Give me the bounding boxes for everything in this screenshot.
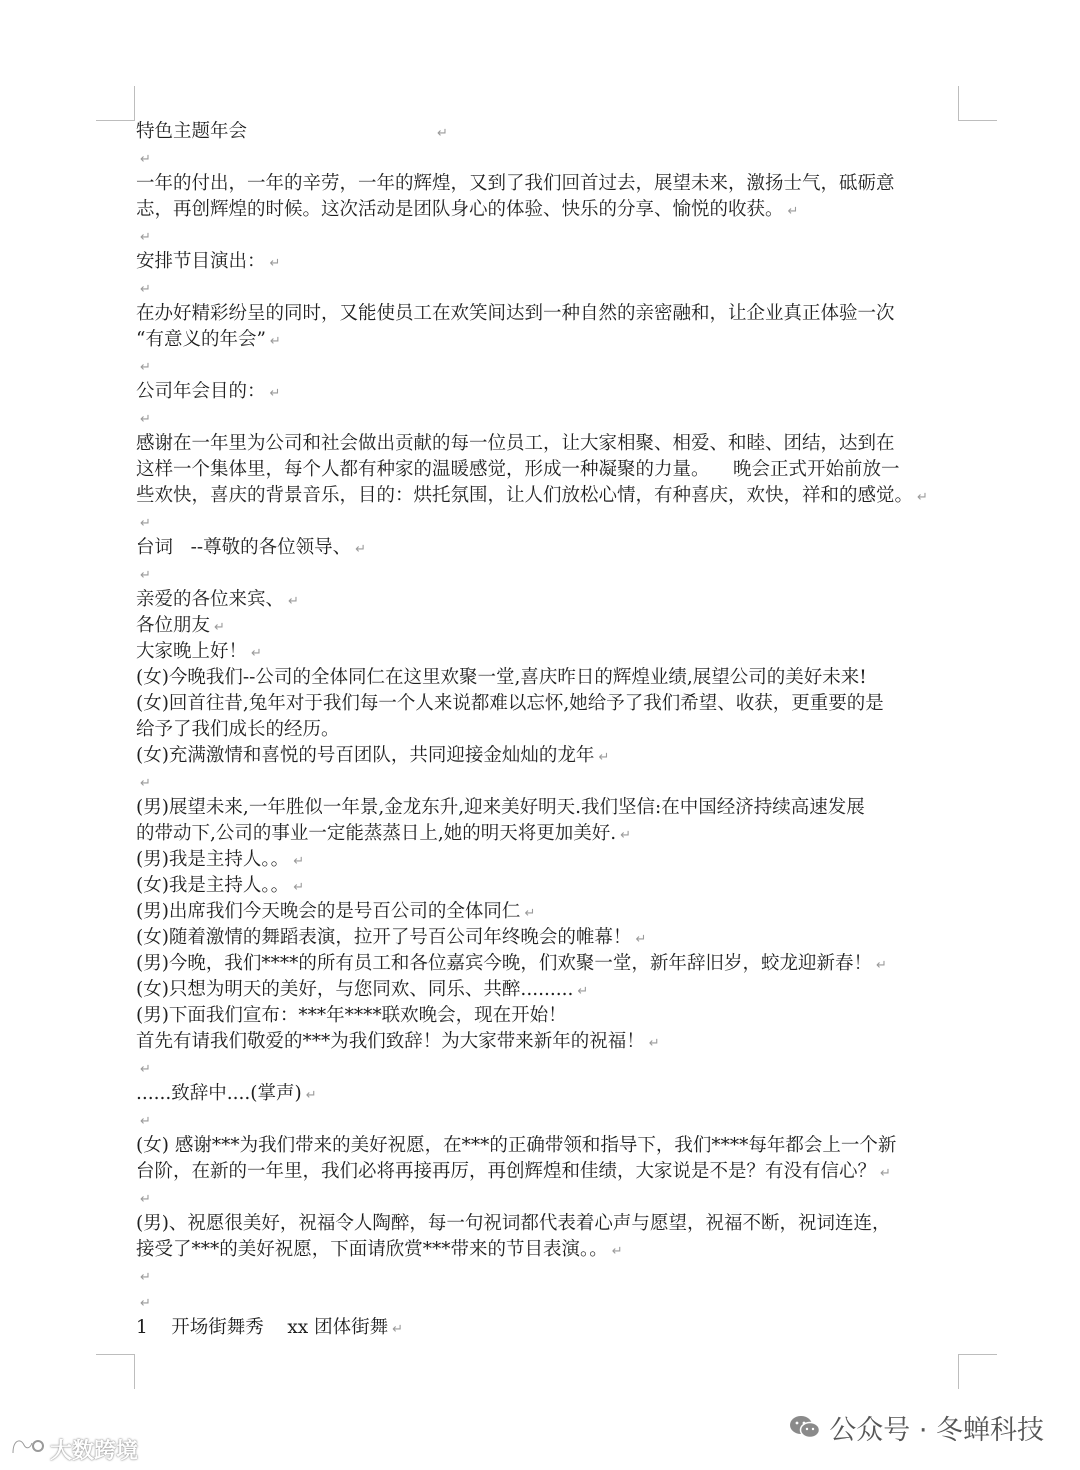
page-corner-top-right [958,86,997,121]
paragraph-mark-icon: ↵ [787,204,799,219]
line-text: (女)回首往昔,兔年对于我们每一个人来说都难以忘怀,她给予了我们希望、收获，更重要的是 [136,693,884,714]
watermark-wechat [789,1409,1044,1445]
paragraph-mark-icon: ↵ [269,256,281,271]
paragraph-mark-icon: ↵ [355,542,367,557]
paragraph-mark-icon: ↵ [140,282,151,297]
document-line [136,821,976,847]
document-line [136,327,976,353]
empty-line [136,1055,976,1081]
paragraph-mark-icon: ↵ [917,490,928,505]
line-text: 安排节目演出： [136,251,266,272]
paragraph-mark-icon: ↵ [140,1192,151,1207]
line-text: (男)今晚，我们****的所有员工和各位嘉宾今晚，们欢聚一堂，新年辞旧岁，蛟龙迎新春！ [136,953,872,974]
document-line [136,535,976,561]
document-line [136,1003,976,1029]
empty-line [136,145,976,171]
line-text: (女)充满激情和喜悦的号百团队，共同迎接金灿灿的龙年 [136,745,595,766]
paragraph-mark-icon: ↵ [611,1244,623,1259]
document-line [136,1133,976,1159]
line-text: 1 开场街舞秀 xx 团体街舞 [136,1317,389,1338]
document-line [136,171,976,197]
document-line [136,379,976,405]
document-line [136,1081,976,1107]
paragraph-mark-icon: ↵ [524,906,536,921]
line-text: 亲爱的各位来宾、 [136,589,285,610]
line-text: 台阶，在新的一年里，我们必将再接再厉，再创辉煌和佳绩，大家说是不是？有没有信心？ [136,1161,877,1182]
paragraph-mark-icon: ↵ [140,1270,151,1285]
paragraph-mark-icon: ↵ [140,516,151,531]
paragraph-mark-icon: ↵ [620,828,632,843]
document-line [136,1029,976,1055]
paragraph-mark-icon: ↵ [293,854,305,869]
document-line [136,587,976,613]
line-text: (男)出席我们今天晚会的是号百公司的全体同仁 [136,901,521,922]
line-text: (男)展望未来,一年胜似一年景,金龙东升,迎来美好明天.我们坚信:在中国经济持续高速发展 [136,797,865,818]
empty-line [136,275,976,301]
document-line [136,457,976,483]
paragraph-mark-icon: ↵ [648,1036,660,1051]
line-text: 台词 --尊敬的各位领导、 [136,537,352,558]
paragraph-mark-icon: ↵ [140,1114,151,1129]
paragraph-mark-icon: ↵ [140,230,151,245]
document-line [136,691,976,717]
line-text: (男)、祝愿很美好，祝福令人陶醉，每一句祝词都代表着心声与愿望，祝福不断，祝词连连， [136,1213,891,1234]
paragraph-mark-icon: ↵ [140,412,151,427]
line-text: 大家晚上好！ [136,641,248,662]
line-text: 给予了我们成长的经历。 [136,719,340,740]
line-text: 一年的付出，一年的辛劳，一年的辉煌，又到了我们回首过去，展望未来，激扬士气，砥砺意 [136,173,895,194]
paragraph-mark-icon: ↵ [305,1088,317,1103]
empty-line [136,509,976,535]
empty-line [136,561,976,587]
document-line [136,1237,976,1263]
paragraph-mark-icon: ↵ [140,776,151,791]
document-line [136,899,976,925]
paragraph-mark-icon: ↵ [269,386,281,401]
paragraph-mark-icon: ↵ [880,1166,891,1181]
line-text: 首先有请我们敬爱的***为我们致辞！为大家带来新年的祝福！ [136,1031,645,1052]
line-text: ......致辞中....(掌声) [136,1083,302,1104]
document-line [136,1315,976,1341]
document-line [136,119,976,145]
empty-line [136,353,976,379]
wechat-icon [789,1414,821,1440]
empty-line [136,1107,976,1133]
line-text: (男)我是主持人。。 [136,849,290,870]
line-text: 在办好精彩纷呈的同时，又能使员工在欢笑间达到一种自然的亲密融和，让企业真正体验一次 [136,303,895,324]
line-text: (男)下面我们宣布：***年****联欢晚会，现在开始！ [136,1005,567,1026]
document-line [136,743,976,769]
document-line [136,925,976,951]
paragraph-mark-icon: ↵ [214,620,225,635]
page-corner-bottom-right [958,1354,997,1389]
paragraph-mark-icon: ↵ [392,1322,403,1337]
paragraph-mark-icon: ↵ [269,334,281,349]
document-line [136,665,976,691]
paragraph-mark-icon: ↵ [140,1062,151,1077]
line-text: (女) 感谢***为我们带来的美好祝愿，在***的正确带领和指导下，我们****每年都会上一个新 [136,1135,897,1156]
line-text: (女)我是主持人。。 [136,875,290,896]
paragraph-mark-icon: ↵ [140,360,151,375]
page-corner-bottom-left [96,1354,135,1389]
line-text: 各位朋友 [136,615,211,636]
empty-line [136,223,976,249]
line-text: 感谢在一年里为公司和社会做出贡献的每一位员工，让大家相聚、相爱、和睦、团结，达到在 [136,433,895,454]
line-text: (女)今晚我们--公司的全体同仁在这里欢聚一堂,喜庆昨日的辉煌业绩,展望公司的美好未来! [136,667,867,688]
document-line [136,613,976,639]
empty-line [136,769,976,795]
document-line [136,1159,976,1185]
document-line [136,977,976,1003]
line-text: 些欢快，喜庆的背景音乐，目的：烘托氛围，让人们放松心情，有种喜庆，欢快，祥和的感觉。 [136,485,914,506]
line-text: “有意义的年会” [136,329,266,350]
document-body [136,119,976,1341]
line-text: 特色主题年会 [136,121,248,142]
document-line [136,951,976,977]
document-line [136,847,976,873]
document-line [136,873,976,899]
document-line [136,483,976,509]
empty-line [136,1185,976,1211]
document-line [136,197,976,223]
document-line [136,795,976,821]
watermark-wechat-text: 公众号 · 冬蝉科技 [829,1414,1044,1446]
document-line [136,431,976,457]
line-text: (女)只想为明天的美好，与您同欢、同乐、共醉......... [136,979,574,1000]
line-text: 志，再创辉煌的时候。这次活动是团队身心的体验、快乐的分享、愉悦的收获。 [136,199,784,220]
line-text: (女)随着激情的舞蹈表演，拉开了号百公司年终晚会的帷幕！ [136,927,632,948]
paragraph-mark-icon: ↵ [577,984,589,999]
paragraph-mark-icon: ↵ [251,646,262,661]
empty-line [136,1263,976,1289]
paragraph-mark-icon: ↵ [293,880,305,895]
line-text: 的带动下,公司的事业一定能蒸蒸日上,她的明天将更加美好. [136,823,617,844]
document-line [136,249,976,275]
empty-line [136,1289,976,1315]
paragraph-mark-icon: ↵ [635,932,647,947]
document-line [136,1211,976,1237]
logo-icon [10,1435,46,1463]
watermark-brand-text: 大数跨境 [50,1438,139,1464]
document-line [136,639,976,665]
paragraph-mark-icon: ↵ [140,152,151,167]
paragraph-mark-icon: ↵ [140,1296,151,1311]
watermark-brand [10,1436,138,1462]
paragraph-mark-icon: ↵ [598,750,610,765]
empty-line [136,405,976,431]
paragraph-mark-icon: ↵ [437,126,448,141]
document-line [136,717,976,743]
line-text: 接受了***的美好祝愿，下面请欣赏***带来的节目表演。。 [136,1239,608,1260]
paragraph-mark-icon: ↵ [288,594,299,609]
paragraph-mark-icon: ↵ [875,958,887,973]
document-line [136,301,976,327]
page-corner-top-left [96,86,135,121]
paragraph-mark-icon: ↵ [140,568,151,583]
line-text: 这样一个集体里，每个人都有种家的温暖感觉，形成一种凝聚的力量。 晚会正式开始前放一 [136,459,900,480]
line-text: 公司年会目的： [136,381,266,402]
